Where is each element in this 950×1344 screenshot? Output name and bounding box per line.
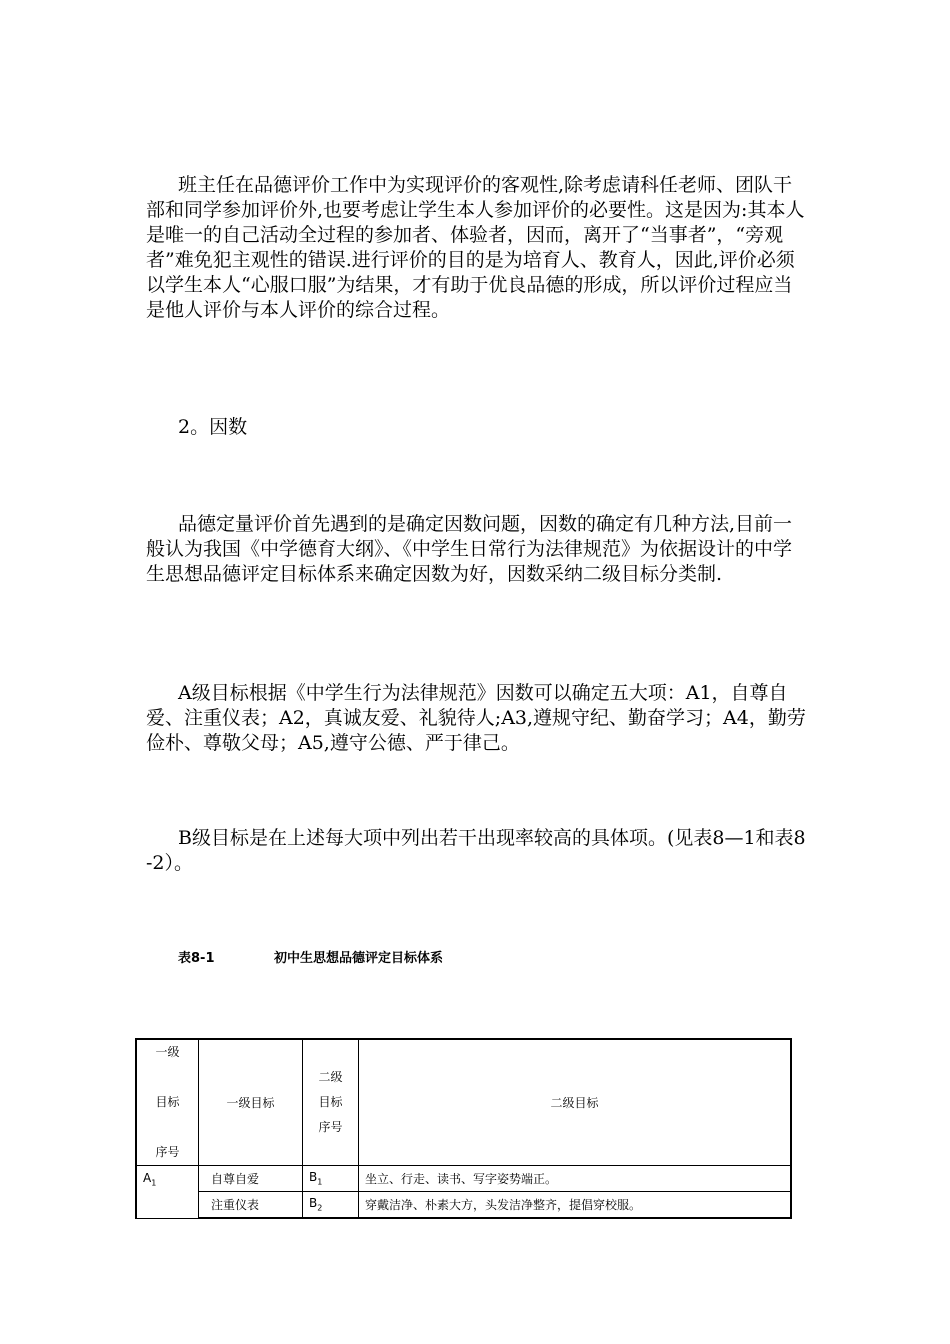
level2-code-cell: $B_1$ xyxy=(303,1166,359,1192)
table-header-row xyxy=(136,1039,791,1166)
level2-code-cell: $B_2$ xyxy=(303,1192,359,1219)
table-number: 表8-1 xyxy=(178,951,215,966)
paragraph-level-a-goals: A级目标根据《中学生行为法律规范》因数可以确定五大项：A1，自尊自爱、注重仪表；A2，真诚友爱、礼貌待人;A3,遵规守纪、勤奋学习；A4，勤劳俭朴、尊敬父母；A5,遵守公德、严于律己。 xyxy=(146,682,806,754)
goal-system-table xyxy=(135,1038,792,1219)
table-row xyxy=(136,1166,791,1192)
paragraph-factor-determination: 品德定量评价首先遇到的是确定因数问题，因数的确定有几种方法,目前一般认为我国《中学德育大纲》、《中学生日常行为法律规范》为依据设计的中学生思想品德评定目标体系来确定因数为好，因数采纳二级目标分类制. xyxy=(146,513,793,585)
table-row xyxy=(136,1192,791,1219)
header-level2-goal: 二级目标 xyxy=(359,1039,792,1166)
header-level1-goal: 一级目标 xyxy=(199,1039,303,1166)
table-title: 初中生思想品德评定目标体系 xyxy=(274,951,444,966)
level1-name-line2: 注重仪表 xyxy=(199,1192,303,1219)
level2-goal-text: 坐立、行走、读书、写字姿势端正。 xyxy=(359,1166,792,1192)
paragraph-level-b-goals: B级目标是在上述每大项中列出若干出现率较高的具体项。(见表8—1和表8-2）。 xyxy=(146,827,806,874)
header-level1-number: 一级 目标 序号 xyxy=(136,1039,199,1166)
section-heading-factors: 2。因数 xyxy=(178,416,248,438)
level1-code-cell: $A_1$ xyxy=(136,1166,199,1219)
level2-goal-text: 穿戴洁净、朴素大方，头发洁净整齐，提倡穿校服。 xyxy=(359,1192,792,1219)
level1-name-line1: 自尊自爱 xyxy=(199,1166,303,1192)
header-level2-number: 二级 目标 序号 xyxy=(303,1039,359,1166)
paragraph-self-evaluation: 班主任在品德评价工作中为实现评价的客观性,除考虑请科任老师、团队干部和同学参加评价外,也要考虑让学生本人参加评价的必要性。这是因为:其本人是唯一的自己活动全过程的参加者、体验者，因而，离开了“当事者”，“旁观者”难免犯主观性的错误.进行评价的目的是为培育人、教育人，因此,评价必须以学生本人“心服口服”为结果，才有助于优良品德的形成，所以评价过程应当是他人评价与本人评价的综合过程。 xyxy=(146,174,805,321)
table-caption xyxy=(178,947,443,966)
